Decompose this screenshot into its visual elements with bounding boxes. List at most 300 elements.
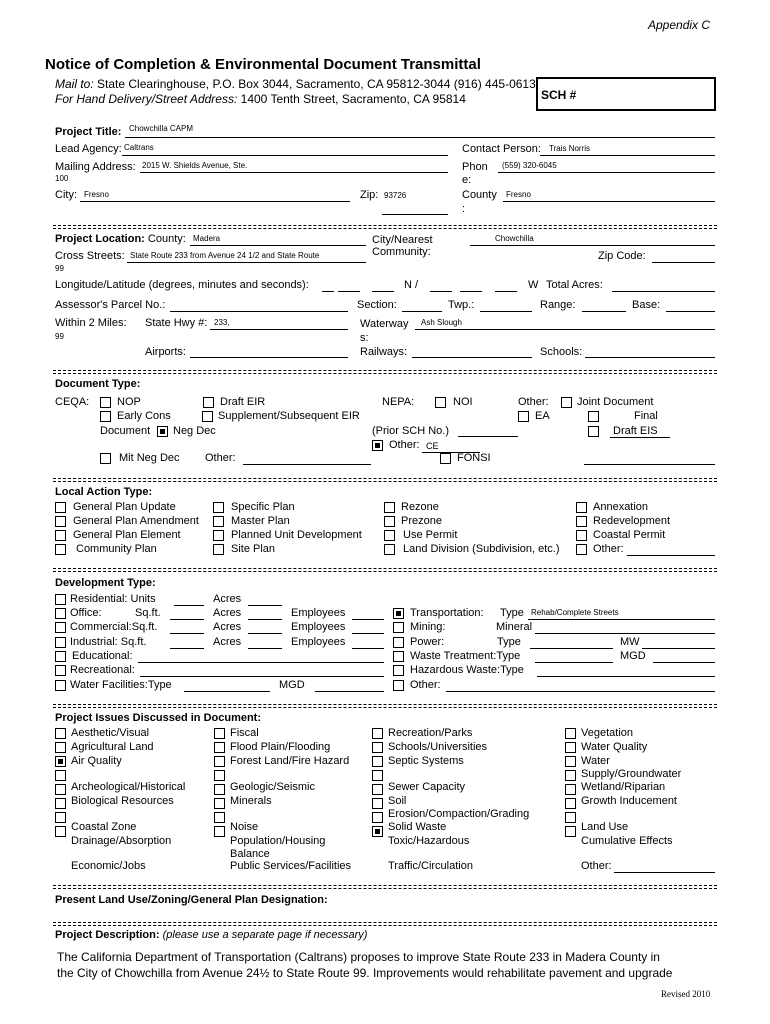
issue-checkbox[interactable] (55, 812, 66, 823)
phone-label: Phon (462, 161, 488, 173)
dev-power-label: Power: (410, 636, 445, 648)
state-hwy-label: State Hwy #: (145, 317, 208, 329)
issue-cumulative: Cumulative Effects (581, 835, 673, 847)
issue-population-housing: Population/Housing (230, 835, 326, 847)
divider (53, 228, 717, 229)
issue-checkbox[interactable] (565, 826, 576, 837)
dev-water-mgd-field[interactable] (315, 691, 384, 692)
dev-educational-field[interactable] (138, 662, 384, 663)
dev-mining-checkbox[interactable] (393, 622, 404, 633)
mailing-address-label: Mailing Address: (55, 161, 136, 173)
divider (53, 373, 717, 374)
project-issues-heading: Project Issues Discussed in Document: (55, 712, 262, 724)
dev-water-mgd-label: MGD (279, 679, 305, 691)
issue-soil: Soil (388, 795, 407, 807)
issue-checkbox[interactable] (55, 728, 66, 739)
cross-streets-label: Cross Streets: (55, 250, 125, 262)
issue-public-services: Public Services/Facilities (230, 860, 352, 872)
other-ce-checkbox[interactable] (372, 440, 383, 451)
issue-sewer: Sewer Capacity (388, 781, 466, 793)
revised-label: Revised 2010 (661, 989, 711, 999)
document-type-heading: Document Type: (55, 378, 141, 390)
waterways-label: Waterway (360, 318, 409, 330)
prior-sch-label: (Prior SCH No.) (372, 425, 450, 437)
issue-checkbox[interactable] (55, 798, 66, 809)
la-checkbox[interactable] (576, 530, 587, 541)
dev-water-type-field[interactable] (184, 691, 270, 692)
divider (53, 707, 717, 708)
dev-mineral-field[interactable] (535, 633, 715, 634)
railways-label: Railways: (360, 346, 408, 358)
dev-industrial-label: Industrial: Sq.ft. (70, 636, 147, 648)
within-2-miles-label: Within 2 Miles: (55, 317, 127, 329)
county-label: County (462, 189, 497, 201)
issue-checkbox[interactable] (214, 770, 225, 781)
nop-label: NOP (117, 396, 141, 408)
mail-to-line: Mail to: State Clearinghouse, P.O. Box 3044, Sacramento, CA 95812-3044 (916) 445-0613 (55, 77, 536, 91)
county-field[interactable] (503, 201, 715, 202)
la-checkbox[interactable] (213, 530, 224, 541)
la-redevelopment: Redevelopment (593, 515, 671, 527)
fonsi-label: FONSI (457, 452, 491, 464)
divider (53, 370, 717, 371)
zip-code-label: Zip Code: (598, 250, 646, 262)
la-other: Other: (593, 543, 624, 555)
ceqa-label: CEQA: (55, 396, 90, 408)
dev-recreational-label: Recreational: (70, 664, 135, 676)
mit-neg-dec-checkbox[interactable] (100, 453, 111, 464)
contact-person-value: Trais Norris (549, 144, 591, 153)
issue-checkbox[interactable] (565, 784, 576, 795)
issue-schools: Schools/Universities (388, 741, 488, 753)
issue-solid-waste: Solid Waste (388, 821, 447, 833)
dev-educational-checkbox[interactable] (55, 651, 66, 662)
dev-hazardous-checkbox[interactable] (393, 665, 404, 676)
dev-transportation-type-label: Type (500, 607, 524, 619)
dev-industrial-employees-field[interactable] (352, 648, 384, 649)
supplement-eir-label: Supplement/Subsequent EIR (218, 410, 360, 422)
nop-checkbox[interactable] (100, 397, 111, 408)
dev-office-acres-label: Acres (213, 607, 242, 619)
longlat-label: Longitude/Latitude (degrees, minutes and seconds): (55, 279, 309, 291)
issue-other: Other: (581, 860, 612, 872)
contact-person-label: Contact Person: (462, 143, 541, 155)
project-location-row: Project Location: County: (55, 233, 186, 245)
issue-solid-waste-checkbox[interactable] (372, 826, 383, 837)
dev-commercial-sqft-field[interactable] (170, 633, 204, 634)
location-county-value: Madera (193, 234, 221, 243)
draft-eir-label: Draft EIR (220, 396, 266, 408)
project-description-row: Project Description: (please use a separate page if necessary) (55, 929, 368, 941)
issue-recreation: Recreation/Parks (388, 727, 473, 739)
lat-deg-field[interactable] (430, 291, 452, 292)
dev-commercial-checkbox[interactable] (55, 622, 66, 633)
total-acres-field[interactable] (612, 291, 715, 292)
dev-other-checkbox[interactable] (393, 680, 404, 691)
issue-checkbox[interactable] (55, 742, 66, 753)
dev-waste-type-field[interactable] (535, 662, 613, 663)
waterways-field[interactable] (415, 329, 715, 330)
dev-recreational-checkbox[interactable] (55, 665, 66, 676)
issue-archeological: Archeological/Historical (71, 781, 186, 793)
joint-document-label: Joint Document (577, 396, 654, 408)
project-description-line-1: The California Department of Transportation (Caltrans) proposes to improve State Route 233 in Madera County in (57, 950, 660, 964)
issue-septic: Septic Systems (388, 755, 464, 767)
neg-dec-checkbox[interactable] (157, 426, 168, 437)
la-checkbox[interactable] (213, 544, 224, 555)
final-checkbox[interactable] (588, 411, 599, 422)
la-use-permit: Use Permit (403, 529, 458, 541)
dev-office-employees-field[interactable] (352, 619, 384, 620)
dev-commercial-acres-field[interactable] (248, 633, 282, 634)
supplement-eir-checkbox[interactable] (202, 411, 213, 422)
city-nearest-label: City/Nearest (372, 234, 433, 246)
long-deg-field[interactable] (322, 291, 334, 292)
draft-eis-checkbox[interactable] (588, 426, 599, 437)
base-field[interactable] (666, 311, 715, 312)
la-coastal-permit: Coastal Permit (593, 529, 666, 541)
joint-other-field[interactable] (584, 464, 715, 465)
appendix-label: Appendix C (648, 18, 711, 32)
range-label: Range: (540, 299, 576, 311)
nepa-label: NEPA: (382, 396, 415, 408)
apn-field[interactable] (170, 311, 348, 312)
issue-biological: Biological Resources (71, 795, 174, 807)
joint-other-label: Other: (518, 396, 549, 408)
dev-transportation-type-value: Rehab/Complete Streets (531, 608, 619, 617)
dev-power-mw-label: MW (620, 636, 640, 648)
project-description-note: (please use a separate page if necessary) (162, 929, 368, 941)
la-planned-unit-development: Planned Unit Development (231, 529, 362, 541)
project-title-field[interactable] (125, 137, 715, 138)
county-colon: : (462, 203, 466, 215)
dev-water-checkbox[interactable] (55, 680, 66, 691)
fonsi-checkbox[interactable] (440, 453, 451, 464)
range-field[interactable] (582, 311, 626, 312)
city-label: City: (55, 189, 77, 201)
issue-balance: Balance (230, 848, 270, 860)
mail-to-address: State Clearinghouse, P.O. Box 3044, Sacramento, CA 95812-3044 (916) 445-0613 (97, 77, 536, 91)
la-checkbox[interactable] (55, 516, 66, 527)
issue-checkbox[interactable] (55, 770, 66, 781)
la-land-division: Land Division (Subdivision, etc.) (403, 543, 560, 555)
early-cons-checkbox[interactable] (100, 411, 111, 422)
issue-checkbox[interactable] (214, 756, 225, 767)
section-field[interactable] (402, 311, 442, 312)
dev-office-sqft-field[interactable] (170, 619, 204, 620)
dev-industrial-acres-label: Acres (213, 636, 242, 648)
waterways-label-cont: s: (360, 332, 369, 344)
dev-educational-label: Educational: (72, 650, 133, 662)
dev-waste-mgd-label: MGD (620, 650, 646, 662)
divider (53, 922, 717, 923)
issue-other-field[interactable] (614, 872, 715, 873)
issue-checkbox[interactable] (55, 784, 66, 795)
issue-checkbox[interactable] (55, 826, 66, 837)
issue-checkbox[interactable] (565, 742, 576, 753)
issue-checkbox[interactable] (565, 756, 576, 767)
issue-checkbox[interactable] (372, 756, 383, 767)
divider (53, 704, 717, 705)
la-checkbox[interactable] (384, 502, 395, 513)
la-other-field[interactable] (627, 555, 715, 556)
dev-power-mw-field[interactable] (642, 648, 715, 649)
issue-flood-plain: Flood Plain/Flooding (230, 741, 331, 753)
issue-checkbox[interactable] (214, 826, 225, 837)
la-prezone: Prezone (401, 515, 442, 527)
cross-streets-cont: 99 (55, 264, 64, 273)
section-label: Section: (357, 299, 397, 311)
schools-label: Schools: (540, 346, 583, 358)
issue-water-quality: Water Quality (581, 741, 648, 753)
local-action-heading: Local Action Type: (55, 486, 153, 498)
final-label: Final (634, 410, 658, 422)
hand-delivery-line: For Hand Delivery/Street Address: 1400 Tenth Street, Sacramento, CA 95814 (55, 92, 466, 106)
project-title-value: Chowchilla CAPM (129, 124, 194, 133)
ea-checkbox[interactable] (518, 411, 529, 422)
dev-industrial-acres-field[interactable] (248, 648, 282, 649)
dev-commercial-employees-label: Employees (291, 621, 346, 633)
lead-agency-value: Caltrans (124, 143, 154, 152)
phone-value: (559) 320-6045 (502, 161, 557, 170)
state-hwy-field[interactable] (210, 329, 348, 330)
early-cons-label: Early Cons (117, 410, 171, 422)
la-checkbox[interactable] (576, 502, 587, 513)
la-checkbox[interactable] (55, 502, 66, 513)
joint-document-checkbox[interactable] (561, 397, 572, 408)
dev-office-label: Office: (70, 607, 102, 619)
dev-commercial-acres-label: Acres (213, 621, 242, 633)
issue-land-use: Land Use (581, 821, 629, 833)
total-acres-label: Total Acres: (546, 279, 603, 291)
zip-label: Zip: (360, 189, 379, 201)
dev-transportation-type-field[interactable] (528, 619, 715, 620)
cross-streets-field[interactable] (127, 262, 366, 263)
la-specific-plan: Specific Plan (231, 501, 295, 513)
issue-minerals: Minerals (230, 795, 272, 807)
divider (53, 885, 717, 886)
issue-checkbox[interactable] (372, 742, 383, 753)
project-title-label: Project Title: (55, 126, 122, 138)
dev-residential-acres-label: Acres (213, 593, 242, 605)
issue-checkbox[interactable] (214, 784, 225, 795)
la-checkbox[interactable] (576, 544, 587, 555)
mailing-address-field[interactable] (140, 172, 448, 173)
la-checkbox[interactable] (55, 544, 66, 555)
issue-checkbox[interactable] (372, 728, 383, 739)
dev-waste-label: Waste Treatment:Type (410, 650, 521, 662)
la-site-plan: Site Plan (231, 543, 276, 555)
other-ce-value: CE (426, 441, 439, 451)
issue-supply-groundwater: Supply/Groundwater (581, 768, 682, 780)
issue-checkbox[interactable] (214, 742, 225, 753)
zip-code-field[interactable] (652, 262, 715, 263)
dev-mineral-label: Mineral (496, 621, 533, 633)
lead-agency-field[interactable] (122, 155, 448, 156)
dev-water-label: Water Facilities:Type (70, 679, 172, 691)
dev-hazardous-field[interactable] (537, 676, 715, 677)
divider (53, 478, 717, 479)
issue-air-quality-checkbox[interactable] (55, 756, 66, 767)
la-rezone: Rezone (401, 501, 439, 513)
cross-streets-value: State Route 233 from Avenue 24 1/2 and State Route (130, 251, 320, 260)
community-label: Community: (372, 246, 431, 258)
city-field[interactable] (80, 201, 350, 202)
issue-checkbox[interactable] (565, 728, 576, 739)
prior-sch-field[interactable] (458, 436, 518, 437)
issue-toxic: Toxic/Hazardous (388, 835, 470, 847)
base-label: Base: (632, 299, 661, 311)
issue-agricultural: Agricultural Land (71, 741, 154, 753)
la-checkbox[interactable] (384, 544, 395, 555)
dev-office-acres-field[interactable] (248, 619, 282, 620)
twp-field[interactable] (480, 311, 532, 312)
dev-office-checkbox[interactable] (55, 608, 66, 619)
la-checkbox[interactable] (55, 530, 66, 541)
dev-industrial-sqft-field[interactable] (170, 648, 204, 649)
phone-field[interactable] (498, 172, 715, 173)
issue-air-quality: Air Quality (71, 755, 122, 767)
issue-vegetation: Vegetation (581, 727, 633, 739)
zip-field[interactable] (382, 214, 448, 215)
dev-office-employees-label: Employees (291, 607, 346, 619)
issue-checkbox[interactable] (214, 728, 225, 739)
mailing-address-value: 2015 W. Shields Avenue, Ste. (142, 161, 248, 170)
la-general-plan-element: General Plan Element (73, 529, 181, 541)
page-title: Notice of Completion & Environmental Document Transmittal (45, 56, 481, 73)
divider (53, 225, 717, 226)
issue-economic: Economic/Jobs (71, 860, 146, 872)
issue-aesthetic: Aesthetic/Visual (71, 727, 150, 739)
dev-recreational-field[interactable] (140, 676, 384, 677)
la-community-plan: Community Plan (76, 543, 157, 555)
n-label: N / (404, 279, 419, 291)
lat-sec-field[interactable] (495, 291, 517, 292)
dev-residential-acres-field[interactable] (248, 605, 282, 606)
issue-checkbox[interactable] (372, 812, 383, 823)
dev-industrial-checkbox[interactable] (55, 637, 66, 648)
dev-waste-checkbox[interactable] (393, 651, 404, 662)
la-annexation: Annexation (593, 501, 649, 513)
la-general-plan-amendment: General Plan Amendment (73, 515, 199, 527)
ea-label: EA (535, 410, 550, 422)
la-master-plan: Master Plan (231, 515, 290, 527)
issue-checkbox[interactable] (372, 770, 383, 781)
lead-agency-label: Lead Agency: (55, 143, 122, 155)
railways-field[interactable] (412, 357, 532, 358)
divider (53, 888, 717, 889)
airports-label: Airports: (145, 346, 186, 358)
location-county-field[interactable] (190, 245, 366, 246)
noi-label: NOI (453, 396, 473, 408)
issue-checkbox[interactable] (214, 812, 225, 823)
dev-power-type-label: Type (497, 636, 521, 648)
dev-commercial-employees-field[interactable] (352, 633, 384, 634)
dev-office-sqft-label: Sq.ft. (135, 607, 161, 619)
la-checkbox[interactable] (213, 516, 224, 527)
draft-eis-underline (610, 437, 670, 438)
state-hwy-value: 233, (214, 318, 230, 327)
dev-residential-label: Residential: Units (70, 593, 156, 605)
draft-eis-label: Draft EIS (613, 425, 658, 437)
draft-eir-checkbox[interactable] (203, 397, 214, 408)
issue-wetland: Wetland/Riparian (581, 781, 666, 793)
noi-checkbox[interactable] (435, 397, 446, 408)
dev-commercial-label: Commercial:Sq.ft. (70, 621, 158, 633)
dev-power-checkbox[interactable] (393, 637, 404, 648)
issue-water: Water (581, 755, 610, 767)
mit-neg-dec-label: Mit Neg Dec (119, 452, 180, 464)
airports-field[interactable] (190, 357, 348, 358)
twp-label: Twp.: (448, 299, 475, 311)
doc-other-label: Other: (205, 452, 236, 464)
county-value: Fresno (506, 190, 531, 199)
divider (53, 481, 717, 482)
la-checkbox[interactable] (384, 516, 395, 527)
la-checkbox[interactable] (213, 502, 224, 513)
waterways-value: Ash Slough (421, 318, 462, 327)
location-city-value: Chowchilla (495, 234, 534, 243)
issue-checkbox[interactable] (214, 798, 225, 809)
issue-checkbox[interactable] (565, 812, 576, 823)
document-label: Document (100, 425, 151, 437)
dev-other-label: Other: (410, 679, 441, 691)
dev-waste-mgd-field[interactable] (653, 662, 715, 663)
location-city-field[interactable] (470, 245, 715, 246)
other-ce-label: Other: (389, 439, 420, 451)
la-checkbox[interactable] (384, 530, 395, 541)
issue-checkbox[interactable] (565, 798, 576, 809)
zip-value: 93726 (384, 191, 407, 200)
issue-fiscal: Fiscal (230, 727, 259, 739)
lat-min-field[interactable] (460, 291, 482, 292)
issue-drainage: Drainage/Absorption (71, 835, 172, 847)
dev-transportation-checkbox[interactable] (393, 608, 404, 619)
issue-checkbox[interactable] (372, 798, 383, 809)
long-sec-field[interactable] (372, 291, 394, 292)
project-description-line-2: the City of Chowchilla from Avenue 24½ to State Route 99. Improvements would rehabilitate pavement and upgrade (57, 966, 673, 980)
schools-field[interactable] (585, 357, 715, 358)
dev-residential-units-field[interactable] (174, 605, 204, 606)
dev-mining-label: Mining: (410, 621, 446, 633)
contact-person-field[interactable] (540, 155, 715, 156)
dev-power-type-field[interactable] (530, 648, 613, 649)
issue-coastal-zone: Coastal Zone (71, 821, 137, 833)
w-label: W (528, 279, 539, 291)
divider (53, 571, 717, 572)
issue-growth: Growth Inducement (581, 795, 677, 807)
issue-geologic: Geologic/Seismic (230, 781, 315, 793)
long-min-field[interactable] (338, 291, 360, 292)
mailing-address-cont: 100 (55, 174, 69, 183)
apn-label: Assessor's Parcel No.: (55, 299, 166, 311)
dev-other-field[interactable] (446, 691, 715, 692)
issue-checkbox[interactable] (372, 784, 383, 795)
issue-checkbox[interactable] (565, 770, 576, 781)
la-checkbox[interactable] (576, 516, 587, 527)
city-value: Fresno (84, 190, 109, 199)
phone-label-cont: e: (462, 174, 472, 186)
divider (53, 925, 717, 926)
sch-label: SCH # (541, 88, 577, 102)
issue-forest-land: Forest Land/Fire Hazard (230, 755, 350, 767)
dev-transportation-label: Transportation: (410, 607, 484, 619)
dev-residential-checkbox[interactable] (55, 594, 66, 605)
state-hwy-cont: 99 (55, 332, 64, 341)
divider (53, 568, 717, 569)
hand-delivery-address: 1400 Tenth Street, Sacramento, CA 95814 (240, 92, 466, 106)
doc-other-field[interactable] (243, 464, 371, 465)
